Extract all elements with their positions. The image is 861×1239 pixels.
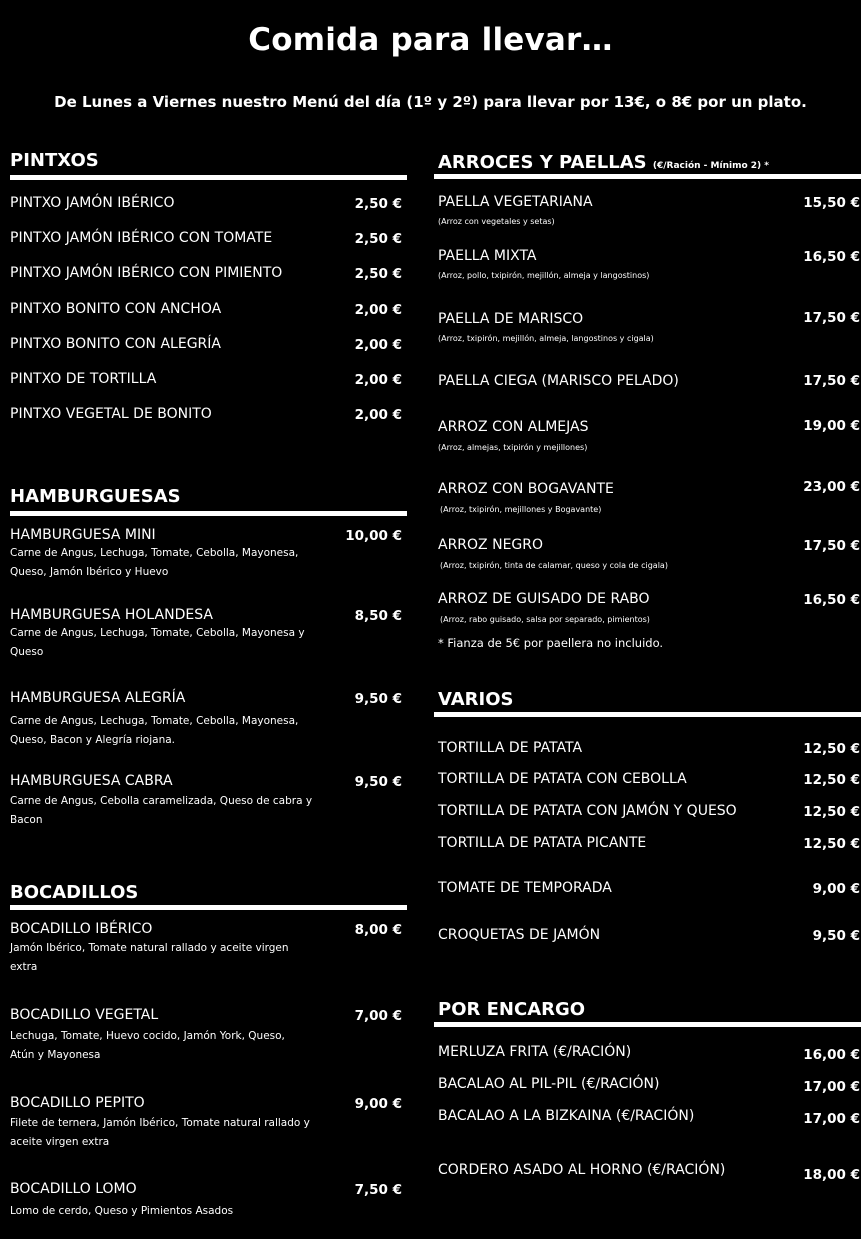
menu-item-name: ARROZ CON ALMEJAS <box>438 419 589 435</box>
menu-item-name: BOCADILLO LOMO <box>10 1181 137 1197</box>
menu-item-name: BOCADILLO IBÉRICO <box>10 921 153 937</box>
menu-item-name: PINTXO BONITO CON ALEGRÍA <box>10 336 221 352</box>
menu-item-price: 12,50 € <box>803 836 860 852</box>
section-heading-text: ARROCES Y PAELLAS <box>438 152 647 173</box>
menu-item-name: TORTILLA DE PATATA PICANTE <box>438 835 647 851</box>
deposit-footnote: * Fianza de 5€ por paellera no incluido. <box>438 636 664 650</box>
menu-item-description: Filete de ternera, Jamón Ibérico, Tomate natural rallado y aceite virgen extra <box>10 1117 310 1148</box>
menu-item-name: BACALAO A LA BIZKAINA (€/RACIÓN) <box>438 1108 695 1124</box>
menu-item-price: 12,50 € <box>803 772 860 788</box>
menu-item-description: (Arroz, txipirón, mejillón, almeja, langostinos y cigala) <box>438 334 654 343</box>
menu-item-name: ARROZ CON BOGAVANTE <box>438 481 614 497</box>
section-rule <box>434 174 861 179</box>
menu-item-name: ARROZ DE GUISADO DE RABO <box>438 591 650 607</box>
menu-item-description: (Arroz con vegetales y setas) <box>438 217 555 226</box>
section-heading-hamburguesas: HAMBURGUESAS <box>10 486 181 507</box>
menu-item-price: 12,50 € <box>803 741 860 757</box>
menu-item-name: PAELLA MIXTA <box>438 248 537 264</box>
menu-item-name: PAELLA CIEGA (MARISCO PELADO) <box>438 373 679 389</box>
section-rule <box>10 175 407 180</box>
section-rule <box>434 712 861 717</box>
menu-item-description: Carne de Angus, Cebolla caramelizada, Queso de cabra y Bacon <box>10 795 313 826</box>
menu-item-price: 2,00 € <box>354 407 402 423</box>
page-subtitle: De Lunes a Viernes nuestro Menú del día (1º y 2º) para llevar por 13€, o 8€ por un plato. <box>54 93 807 111</box>
menu-item-price: 9,50 € <box>354 691 402 707</box>
menu-item-description: Lomo de cerdo, Queso y Pimientos Asados <box>10 1205 234 1217</box>
section-heading-encargo: POR ENCARGO <box>438 999 586 1020</box>
section-heading-varios: VARIOS <box>438 689 514 710</box>
menu-item-name: HAMBURGUESA HOLANDESA <box>10 607 213 623</box>
menu-item-name: PINTXO JAMÓN IBÉRICO <box>10 195 175 211</box>
menu-item-price: 18,00 € <box>803 1167 860 1183</box>
menu-item-name: TOMATE DE TEMPORADA <box>438 880 612 896</box>
menu-item-price: 2,50 € <box>354 266 402 282</box>
section-heading-arroces <box>438 152 769 173</box>
menu-item-price: 7,00 € <box>354 1008 402 1024</box>
menu-item-price: 9,00 € <box>812 881 860 897</box>
menu-item-name: PINTXO VEGETAL DE BONITO <box>10 406 212 422</box>
menu-item-price: 17,50 € <box>803 538 860 554</box>
menu-item-price: 16,50 € <box>803 592 860 608</box>
menu-item-description: Carne de Angus, Lechuga, Tomate, Cebolla, Mayonesa y Queso <box>10 627 305 658</box>
menu-item-name: PAELLA DE MARISCO <box>438 311 584 327</box>
menu-item-description: Lechuga, Tomate, Huevo cocido, Jamón York, Queso, Atún y Mayonesa <box>10 1030 285 1061</box>
section-heading-note: (€/Ración - Mínimo 2) * <box>652 161 769 171</box>
menu-item-name: PINTXO BONITO CON ANCHOA <box>10 301 222 317</box>
menu-item-price: 17,50 € <box>803 373 860 389</box>
menu-item-price: 19,00 € <box>803 418 860 434</box>
menu-item-description: (Arroz, pollo, txipirón, mejillón, almeja y langostinos) <box>438 271 650 280</box>
menu-item-name: TORTILLA DE PATATA <box>438 740 583 756</box>
menu-item-price: 23,00 € <box>803 479 860 495</box>
menu-item-name: HAMBURGUESA ALEGRÍA <box>10 690 186 706</box>
menu-item-price: 2,50 € <box>354 196 402 212</box>
menu-item-price: 2,00 € <box>354 337 402 353</box>
menu-item-name: CROQUETAS DE JAMÓN <box>438 927 601 943</box>
menu-item-name: BACALAO AL PIL-PIL (€/RACIÓN) <box>438 1076 660 1092</box>
menu-item-price: 10,00 € <box>345 528 402 544</box>
section-rule <box>434 1022 861 1027</box>
menu-item-description: Carne de Angus, Lechuga, Tomate, Cebolla, Mayonesa, Queso, Bacon y Alegría riojana. <box>10 715 299 746</box>
menu-item-name: ARROZ NEGRO <box>438 537 544 553</box>
menu-item-name: HAMBURGUESA CABRA <box>10 773 173 789</box>
menu-item-price: 8,50 € <box>354 608 402 624</box>
menu-item-price: 7,50 € <box>354 1182 402 1198</box>
menu-item-name: PAELLA VEGETARIANA <box>438 194 593 210</box>
menu-item-price: 17,00 € <box>803 1111 860 1127</box>
menu-item-name: PINTXO JAMÓN IBÉRICO CON TOMATE <box>10 230 273 246</box>
menu-item-name: BOCADILLO VEGETAL <box>10 1007 159 1023</box>
section-heading-pintxos: PINTXOS <box>10 150 99 171</box>
menu-item-price: 9,50 € <box>812 928 860 944</box>
menu-item-price: 2,00 € <box>354 302 402 318</box>
menu-item-price: 16,00 € <box>803 1047 860 1063</box>
menu-item-description: (Arroz, rabo guisado, salsa por separado, pimientos) <box>440 615 650 624</box>
menu-item-description: (Arroz, almejas, txipirón y mejillones) <box>438 443 588 452</box>
page-title: Comida para llevar… <box>248 22 613 58</box>
menu-item-price: 15,50 € <box>803 195 860 211</box>
menu-item-price: 2,00 € <box>354 372 402 388</box>
menu-item-name: HAMBURGUESA MINI <box>10 527 156 543</box>
menu-item-name: CORDERO ASADO AL HORNO (€/RACIÓN) <box>438 1162 726 1178</box>
menu-item-description: Carne de Angus, Lechuga, Tomate, Cebolla, Mayonesa, Queso, Jamón Ibérico y Huevo <box>10 547 299 578</box>
menu-item-price: 17,00 € <box>803 1079 860 1095</box>
menu-item-price: 8,00 € <box>354 922 402 938</box>
menu-item-name: TORTILLA DE PATATA CON CEBOLLA <box>438 771 687 787</box>
menu-item-price: 12,50 € <box>803 804 860 820</box>
menu-item-name: BOCADILLO PEPITO <box>10 1095 145 1111</box>
menu-item-description: Jamón Ibérico, Tomate natural rallado y aceite virgen extra <box>10 942 289 973</box>
menu-item-name: TORTILLA DE PATATA CON JAMÓN Y QUESO <box>438 803 737 819</box>
menu-item-name: MERLUZA FRITA (€/RACIÓN) <box>438 1044 632 1060</box>
menu-item-price: 9,50 € <box>354 774 402 790</box>
menu-item-name: PINTXO JAMÓN IBÉRICO CON PIMIENTO <box>10 265 283 281</box>
menu-item-name: PINTXO DE TORTILLA <box>10 371 157 387</box>
menu-item-price: 16,50 € <box>803 249 860 265</box>
menu-item-description: (Arroz, txipirón, mejillones y Bogavante) <box>440 505 602 514</box>
menu-item-description: (Arroz, txipirón, tinta de calamar, queso y cola de cigala) <box>440 561 668 570</box>
menu-item-price: 9,00 € <box>354 1096 402 1112</box>
section-heading-bocadillos: BOCADILLOS <box>10 882 139 903</box>
menu-item-price: 2,50 € <box>354 231 402 247</box>
menu-item-price: 17,50 € <box>803 310 860 326</box>
section-rule <box>10 905 407 910</box>
section-rule <box>10 511 407 516</box>
